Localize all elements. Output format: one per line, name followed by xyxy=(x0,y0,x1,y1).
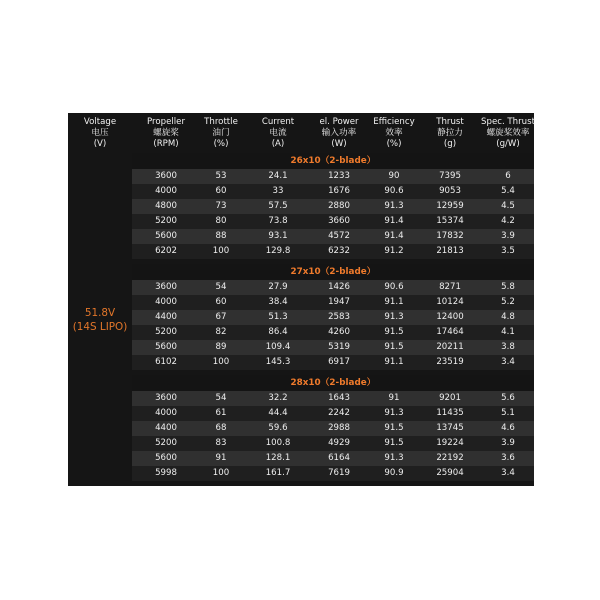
cell-throttle: 88 xyxy=(215,231,227,241)
cell-throttle: 100 xyxy=(212,468,230,478)
table-row xyxy=(132,229,534,244)
cell-throttle: 100 xyxy=(212,357,230,367)
table-row xyxy=(132,451,534,466)
cell-efficiency: 91 xyxy=(388,393,400,403)
cell-current: 100.8 xyxy=(265,438,291,448)
cell-spec-thrust: 3.4 xyxy=(501,468,515,478)
cell-propeller-rpm: 6202 xyxy=(155,246,177,256)
cell-throttle: 61 xyxy=(215,408,227,418)
table-row xyxy=(132,421,534,436)
cell-propeller-rpm: 5200 xyxy=(155,438,177,448)
cell-propeller-rpm: 4800 xyxy=(155,201,177,211)
cell-efficiency: 91.5 xyxy=(384,423,404,433)
cell-spec-thrust: 5.1 xyxy=(501,408,515,418)
cell-spec-thrust: 3.9 xyxy=(501,231,515,241)
table-row xyxy=(132,295,534,310)
cell-spec-thrust: 5.4 xyxy=(501,186,515,196)
cell-spec-thrust: 4.6 xyxy=(501,423,515,433)
cell-current: 59.6 xyxy=(268,423,288,433)
cell-throttle: 82 xyxy=(215,327,227,337)
table-row xyxy=(132,199,534,214)
cell-spec-thrust: 3.4 xyxy=(501,357,515,367)
header-voltage-unit: (V) xyxy=(93,139,107,149)
cell-throttle: 60 xyxy=(215,297,227,307)
cell-throttle: 83 xyxy=(215,438,227,448)
cell-power: 1233 xyxy=(328,171,350,181)
cell-propeller-rpm: 3600 xyxy=(155,171,177,181)
cell-power: 1426 xyxy=(328,282,350,292)
cell-current: 161.7 xyxy=(265,468,291,478)
header-propeller-rpm-cn: 螺旋桨 xyxy=(153,128,179,138)
header-current xyxy=(246,117,310,150)
cell-current: 57.5 xyxy=(268,201,288,211)
cell-propeller-rpm: 6102 xyxy=(155,357,177,367)
header-efficiency xyxy=(362,117,426,150)
table-row xyxy=(132,244,534,259)
cell-spec-thrust: 3.9 xyxy=(501,438,515,448)
cell-propeller-rpm: 4400 xyxy=(155,423,177,433)
cell-current: 51.3 xyxy=(268,312,288,322)
header-throttle xyxy=(189,117,253,150)
section-title: 27x10（2-blade） xyxy=(132,264,534,280)
cell-power: 5319 xyxy=(328,342,350,352)
cell-current: 145.3 xyxy=(265,357,291,367)
cell-spec-thrust: 4.2 xyxy=(501,216,515,226)
cell-thrust: 17832 xyxy=(436,231,464,241)
cell-thrust: 12959 xyxy=(436,201,464,211)
header-current-unit: (A) xyxy=(271,139,285,149)
cell-spec-thrust: 4.5 xyxy=(501,201,515,211)
cell-power: 2988 xyxy=(328,423,350,433)
cell-throttle: 68 xyxy=(215,423,227,433)
cell-efficiency: 91.3 xyxy=(384,408,404,418)
cell-current: 129.8 xyxy=(265,246,291,256)
cell-power: 6232 xyxy=(328,246,350,256)
header-spec-thrust-unit: (g/W) xyxy=(496,139,520,149)
cell-thrust: 25904 xyxy=(436,468,464,478)
cell-thrust: 10124 xyxy=(436,297,464,307)
header-spec-thrust xyxy=(476,117,540,150)
header-throttle-cn: 油门 xyxy=(212,128,230,138)
cell-throttle: 91 xyxy=(215,453,227,463)
cell-current: 27.9 xyxy=(268,282,288,292)
header-thrust xyxy=(418,117,482,150)
header-spec-thrust-cn: 螺旋桨效率 xyxy=(486,128,530,138)
table-row xyxy=(132,214,534,229)
cell-thrust: 7395 xyxy=(439,171,461,181)
cell-spec-thrust: 3.8 xyxy=(501,342,515,352)
cell-efficiency: 91.1 xyxy=(384,297,404,307)
header-thrust-unit: (g) xyxy=(443,139,457,149)
cell-efficiency: 91.3 xyxy=(384,201,404,211)
cell-thrust: 9053 xyxy=(439,186,461,196)
table-row xyxy=(132,340,534,355)
cell-current: 73.8 xyxy=(268,216,288,226)
header-voltage xyxy=(68,117,132,150)
cell-spec-thrust: 5.2 xyxy=(501,297,515,307)
cell-thrust: 21813 xyxy=(436,246,464,256)
cell-spec-thrust: 3.5 xyxy=(501,246,515,256)
cell-current: 109.4 xyxy=(265,342,291,352)
cell-throttle: 73 xyxy=(215,201,227,211)
cell-efficiency: 91.4 xyxy=(384,231,404,241)
cell-thrust: 22192 xyxy=(436,453,464,463)
cell-efficiency: 91.3 xyxy=(384,312,404,322)
cell-power: 6164 xyxy=(328,453,350,463)
cell-propeller-rpm: 4400 xyxy=(155,312,177,322)
cell-power: 1643 xyxy=(328,393,350,403)
header-throttle-en: Throttle xyxy=(204,117,238,127)
battery-config: (14S LIPO) xyxy=(72,320,128,333)
header-efficiency-cn: 效率 xyxy=(385,128,403,138)
table-row xyxy=(132,391,534,406)
table-row xyxy=(132,325,534,340)
cell-efficiency: 90.6 xyxy=(384,186,404,196)
header-power-unit: (W) xyxy=(331,139,347,149)
header-thrust-en: Thrust xyxy=(436,117,464,127)
header-power-en: el. Power xyxy=(319,117,359,127)
cell-propeller-rpm: 3600 xyxy=(155,393,177,403)
cell-current: 86.4 xyxy=(268,327,288,337)
cell-power: 7619 xyxy=(328,468,350,478)
cell-throttle: 67 xyxy=(215,312,227,322)
cell-current: 44.4 xyxy=(268,408,288,418)
cell-propeller-rpm: 4000 xyxy=(155,297,177,307)
cell-throttle: 53 xyxy=(215,171,227,181)
cell-power: 4929 xyxy=(328,438,350,448)
cell-efficiency: 90 xyxy=(388,171,400,181)
cell-propeller-rpm: 5998 xyxy=(155,468,177,478)
cell-throttle: 80 xyxy=(215,216,227,226)
header-propeller-rpm-unit: (RPM) xyxy=(153,139,179,149)
cell-efficiency: 91.3 xyxy=(384,453,404,463)
table-body xyxy=(132,153,534,486)
cell-efficiency: 91.5 xyxy=(384,438,404,448)
cell-thrust: 19224 xyxy=(436,438,464,448)
cell-propeller-rpm: 5600 xyxy=(155,342,177,352)
cell-current: 32.2 xyxy=(268,393,288,403)
cell-thrust: 20211 xyxy=(436,342,464,352)
cell-efficiency: 90.9 xyxy=(384,468,404,478)
cell-spec-thrust: 5.8 xyxy=(501,282,515,292)
cell-throttle: 89 xyxy=(215,342,227,352)
cell-power: 2583 xyxy=(328,312,350,322)
cell-thrust: 9201 xyxy=(439,393,461,403)
table-row xyxy=(132,280,534,295)
cell-efficiency: 91.5 xyxy=(384,327,404,337)
table-row xyxy=(132,169,534,184)
cell-throttle: 100 xyxy=(212,246,230,256)
cell-propeller-rpm: 5600 xyxy=(155,453,177,463)
cell-spec-thrust: 5.6 xyxy=(501,393,515,403)
cell-thrust: 23519 xyxy=(436,357,464,367)
cell-thrust: 8271 xyxy=(439,282,461,292)
cell-propeller-rpm: 3600 xyxy=(155,282,177,292)
cell-thrust: 15374 xyxy=(436,216,464,226)
cell-current: 128.1 xyxy=(265,453,291,463)
cell-throttle: 54 xyxy=(215,393,227,403)
cell-current: 93.1 xyxy=(268,231,288,241)
voltage-value: 51.8V xyxy=(84,306,116,319)
table-row xyxy=(132,184,534,199)
cell-efficiency: 91.5 xyxy=(384,342,404,352)
cell-efficiency: 90.6 xyxy=(384,282,404,292)
cell-spec-thrust: 6 xyxy=(505,171,511,181)
cell-power: 4260 xyxy=(328,327,350,337)
cell-power: 1676 xyxy=(328,186,350,196)
cell-current: 38.4 xyxy=(268,297,288,307)
cell-power: 3660 xyxy=(328,216,350,226)
table-row xyxy=(132,436,534,451)
header-voltage-cn: 电压 xyxy=(91,128,109,138)
cell-power: 2242 xyxy=(328,408,350,418)
header-voltage-en: Voltage xyxy=(83,117,117,127)
cell-power: 4572 xyxy=(328,231,350,241)
table-row xyxy=(132,466,534,481)
cell-propeller-rpm: 5200 xyxy=(155,327,177,337)
motor-performance-table xyxy=(68,113,534,486)
header-efficiency-unit: (%) xyxy=(386,139,402,149)
cell-efficiency: 91.4 xyxy=(384,216,404,226)
cell-spec-thrust: 4.8 xyxy=(501,312,515,322)
cell-current: 24.1 xyxy=(268,171,288,181)
header-thrust-cn: 静拉力 xyxy=(437,128,463,138)
cell-thrust: 17464 xyxy=(436,327,464,337)
header-spec-thrust-en: Spec. Thrust xyxy=(481,117,535,127)
section-title: 28x10（2-blade） xyxy=(132,375,534,391)
cell-propeller-rpm: 4000 xyxy=(155,408,177,418)
cell-thrust: 11435 xyxy=(436,408,464,418)
cell-propeller-rpm: 4000 xyxy=(155,186,177,196)
header-throttle-unit: (%) xyxy=(213,139,229,149)
header-propeller-rpm-en: Propeller xyxy=(147,117,185,127)
cell-power: 2880 xyxy=(328,201,350,211)
header-efficiency-en: Efficiency xyxy=(373,117,415,127)
table-row xyxy=(132,310,534,325)
table-row xyxy=(132,355,534,370)
cell-throttle: 60 xyxy=(215,186,227,196)
cell-throttle: 54 xyxy=(215,282,227,292)
section-title: 26x10（2-blade） xyxy=(132,153,534,169)
cell-efficiency: 91.2 xyxy=(384,246,404,256)
cell-power: 1947 xyxy=(328,297,350,307)
cell-thrust: 13745 xyxy=(436,423,464,433)
table-row xyxy=(132,406,534,421)
table-header xyxy=(68,113,534,153)
cell-thrust: 12400 xyxy=(436,312,464,322)
cell-current: 33 xyxy=(272,186,284,196)
cell-spec-thrust: 4.1 xyxy=(501,327,515,337)
header-current-cn: 电流 xyxy=(269,128,287,138)
cell-spec-thrust: 3.6 xyxy=(501,453,515,463)
cell-propeller-rpm: 5200 xyxy=(155,216,177,226)
cell-power: 6917 xyxy=(328,357,350,367)
header-current-en: Current xyxy=(261,117,295,127)
voltage-cell xyxy=(68,153,132,486)
cell-efficiency: 91.1 xyxy=(384,357,404,367)
header-power-cn: 输入功率 xyxy=(321,128,357,138)
cell-propeller-rpm: 5600 xyxy=(155,231,177,241)
